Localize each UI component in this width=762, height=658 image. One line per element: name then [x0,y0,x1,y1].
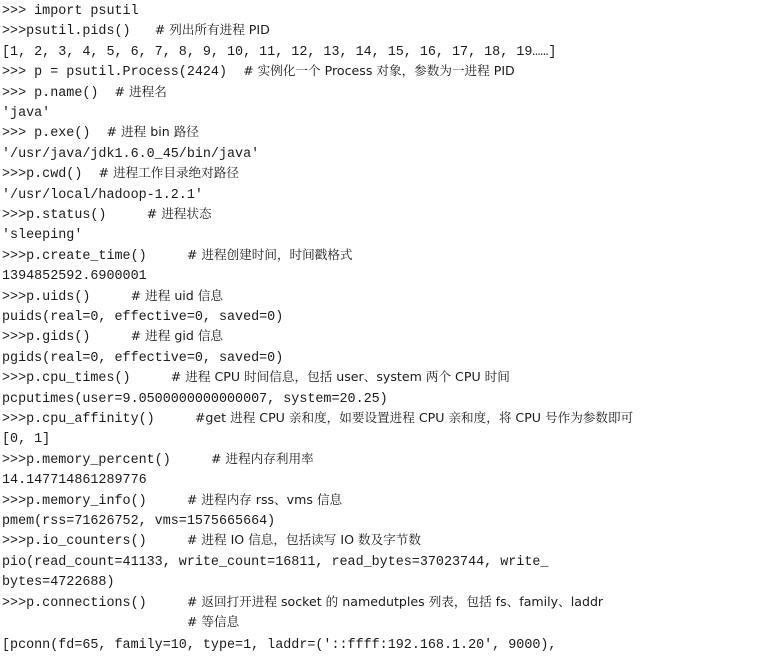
code-text: 1394852592.6900001 [2,269,147,285]
code-text: >>>p.io_counters() [2,534,187,550]
code-comment: # 进程状态 [146,206,212,221]
code-text: >>> p.exe() [2,126,107,142]
code-line-29 [2,571,115,591]
code-line-27 [2,530,421,550]
code-text: >>>psutil.pids() [2,24,155,40]
code-text [2,616,187,631]
code-line-9 [2,163,239,183]
code-line-32 [2,634,556,654]
code-text: bytes=4722688) [2,575,115,591]
code-line-11 [2,204,212,224]
code-line-3 [2,41,556,61]
code-text: pio(read_count=41133, write_count=16811, read_bytes=37023744, write_ [2,554,549,570]
code-comment: # 进程 bin 路径 [106,124,199,140]
code-line-24 [2,469,147,489]
code-line-28 [2,551,548,571]
code-line-18 [2,347,283,367]
code-line-5 [2,82,167,102]
code-comment: # 进程内存利用率 [210,450,314,466]
code-text: '/usr/local/hadoop-1.2.1' [2,187,203,203]
code-line-22 [2,428,50,448]
code-line-10 [2,184,203,204]
code-line-30 [2,592,603,612]
code-text: puids(real=0, effective=0, saved=0) [2,310,284,325]
code-comment: # 实例化一个 Process 对象，参数为一进程 PID [243,63,515,79]
code-text: >>>p.cpu_times() [2,371,171,387]
code-line-25 [2,490,342,510]
code-comment: # 等信息 [186,614,240,629]
code-text: 14.147714861289776 [2,473,147,489]
code-text: >>> import psutil [2,4,139,19]
code-line-16 [2,306,283,326]
code-comment: # 列出所有进程 PID [154,22,270,38]
code-comment: # 进程工作目录绝对路径 [98,165,239,181]
code-text: >>>p.uids() [2,289,131,305]
code-text: [pconn(fd=65, family=10, type=1, laddr=('::ffff:192.168.1.20', 9000), [2,638,557,653]
code-text: >>> p.name() [2,85,115,101]
code-text: >>>p.create_time() [2,248,187,264]
code-comment: #get 进程 CPU 亲和度，如要设置进程 CPU 亲和度，将 CPU 号作为参数即可 [194,410,634,425]
code-text: >>> p = psutil.Process(2424) [2,65,244,81]
code-comment: # 进程内存 rss、vms 信息 [186,491,343,507]
code-line-20 [2,388,388,408]
code-line-14 [2,265,147,285]
code-line-6 [2,102,50,122]
code-line-26 [2,510,275,530]
code-text: [1, 2, 3, 4, 5, 6, 7, 8, 9, 10, 11, 12, 13, 14, 15, 16, 17, 18, 19……] [2,44,557,60]
code-text: pcputimes(user=9.0500000000000007, system=20.25) [2,391,388,407]
code-line-12 [2,224,82,244]
code-text: >>>p.memory_info() [2,493,187,509]
code-comment: # 进程 gid 信息 [130,328,224,344]
code-text: pgids(real=0, effective=0, saved=0) [2,350,284,366]
code-comment: # 进程创建时间，时间戳格式 [186,246,353,262]
code-line-8 [2,143,259,163]
code-text: >>>p.gids() [2,330,131,346]
code-line-19 [2,367,510,387]
code-line-23 [2,449,314,469]
code-comment: # 进程 IO 信息，包括读写 IO 数及字节数 [186,532,421,548]
code-text: >>>p.status() [2,208,147,223]
code-line-21 [2,408,633,428]
code-text: >>>p.cpu_affinity() [2,412,195,427]
code-text: '/usr/java/jdk1.6.0_45/bin/java' [2,146,260,162]
code-comment: # 进程 uid 信息 [130,287,223,303]
code-line-7 [2,122,199,142]
code-text: [0, 1] [2,432,51,448]
code-text: >>>p.cwd() [2,167,99,183]
code-line-1 [2,0,139,20]
code-text: 'java' [2,106,51,121]
code-comment: # 返回打开进程 socket 的 namedutples 列表，包括 fs、family、laddr [186,593,604,609]
code-line-31 [2,612,239,632]
code-comment: # 进程名 [114,83,167,99]
code-comment: # 进程 CPU 时间信息，包括 user、system 两个 CPU 时间 [170,369,510,385]
code-text: >>>p.connections() [2,595,187,611]
code-line-13 [2,245,353,265]
code-line-4 [2,61,515,81]
code-text: 'sleeping' [2,228,83,244]
code-line-17 [2,326,223,346]
code-text: >>>p.memory_percent() [2,452,211,468]
code-line-2 [2,20,270,40]
code-line-15 [2,286,223,306]
code-listing [2,0,758,653]
code-text: pmem(rss=71626752, vms=1575665664) [2,514,276,529]
